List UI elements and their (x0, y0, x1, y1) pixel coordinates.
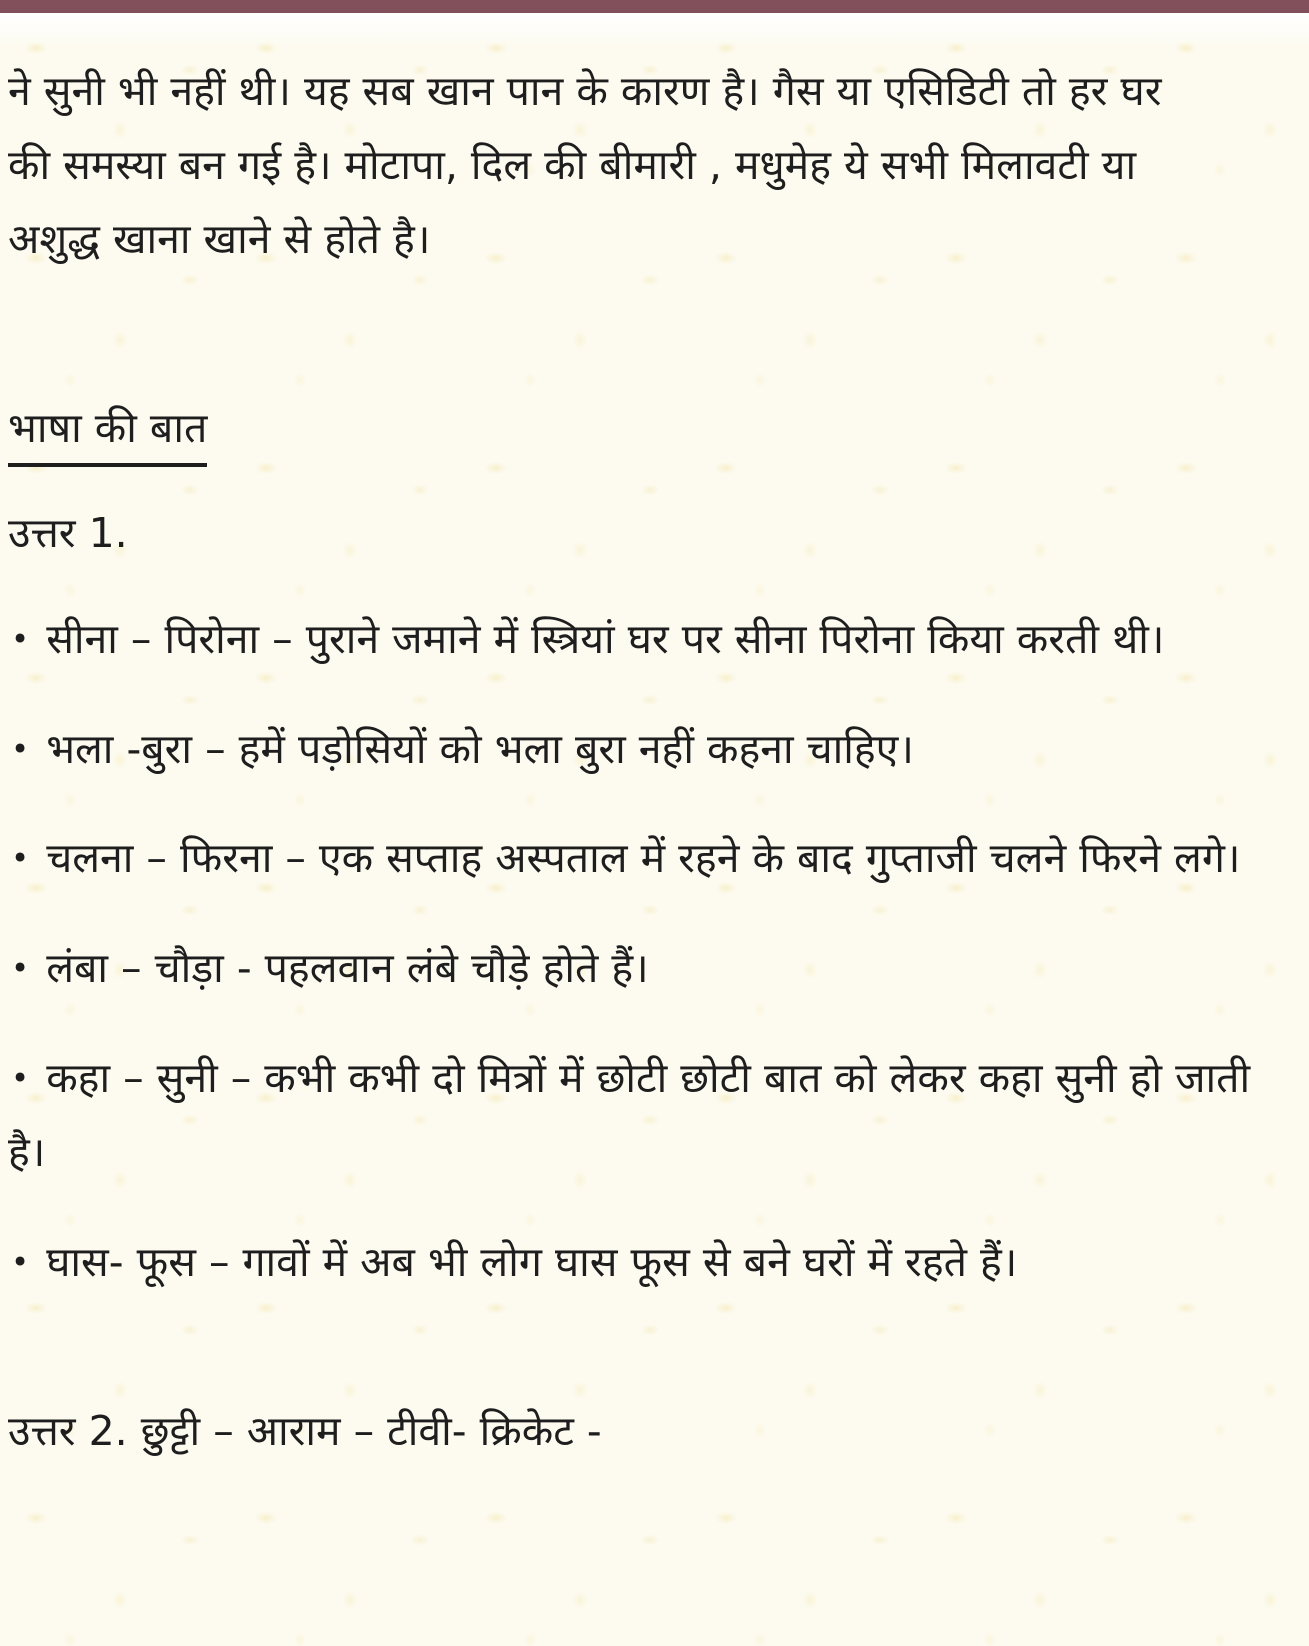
vocab-pair-item (8, 1226, 1287, 1300)
bullet-icon: • (11, 1060, 30, 1097)
page-top-fade (0, 13, 1309, 47)
vocab-pair-item (8, 603, 1287, 677)
vocab-pair-item (8, 822, 1287, 896)
vocab-pair-item (8, 932, 1287, 1006)
answer2-line: उत्तर 2. छुट्टी – आराम – टीवी- क्रिकेट - (8, 1407, 602, 1456)
bullet-icon: • (11, 730, 30, 767)
bullet-icon: • (11, 950, 30, 987)
answer1-label: उत्तर 1. (8, 508, 128, 557)
section-heading-text: भाषा की बात (8, 397, 207, 467)
bullet-icon: • (11, 840, 30, 877)
bullet-icon: • (11, 620, 30, 657)
vocab-pair-text: भला -बुरा – हमें पड़ोसियों को भला बुरा नहीं कहना चाहिए। (46, 724, 914, 773)
vocab-pair-text: चलना – फिरना – एक सप्ताह अस्पताल में रहने के बाद गुप्ताजी चलने फिरने लगे। (46, 834, 1241, 883)
section-heading (8, 392, 1287, 467)
intro-paragraph: ने सुनी भी नहीं थी। यह सब खान पान के कारण है। गैस या एसिडिटी तो हर घर की समस्या बन गई है। मोटापा, दिल की बीमारी , मधुमेह ये सभी मिलावटी या अशुद्ध खाना खाने से होते है। (8, 67, 1162, 263)
vocab-pair-text: कहा – सुनी – कभी कभी दो मित्रों में छोटी छोटी बात को लेकर कहा सुनी हो जाती है। (8, 1053, 1251, 1176)
bullet-icon: • (11, 1243, 30, 1280)
page-top-accent-bar (0, 0, 1309, 13)
vocab-pair-text: लंबा – चौड़ा - पहलवान लंबे चौड़े होते हैं। (46, 944, 649, 993)
vocab-pair-text: सीना – पिरोना – पुराने जमाने में स्त्रियां घर पर सीना पिरोना किया करती थी। (46, 614, 1165, 663)
vocab-pair-list (8, 603, 1287, 1300)
vocab-pair-item (8, 1042, 1287, 1190)
document-page (0, 47, 1309, 1469)
vocab-pair-text: घास- फूस – गावों में अब भी लोग घास फूस से बने घरों में रहते हैं। (46, 1237, 1018, 1286)
vocab-pair-item (8, 713, 1287, 787)
